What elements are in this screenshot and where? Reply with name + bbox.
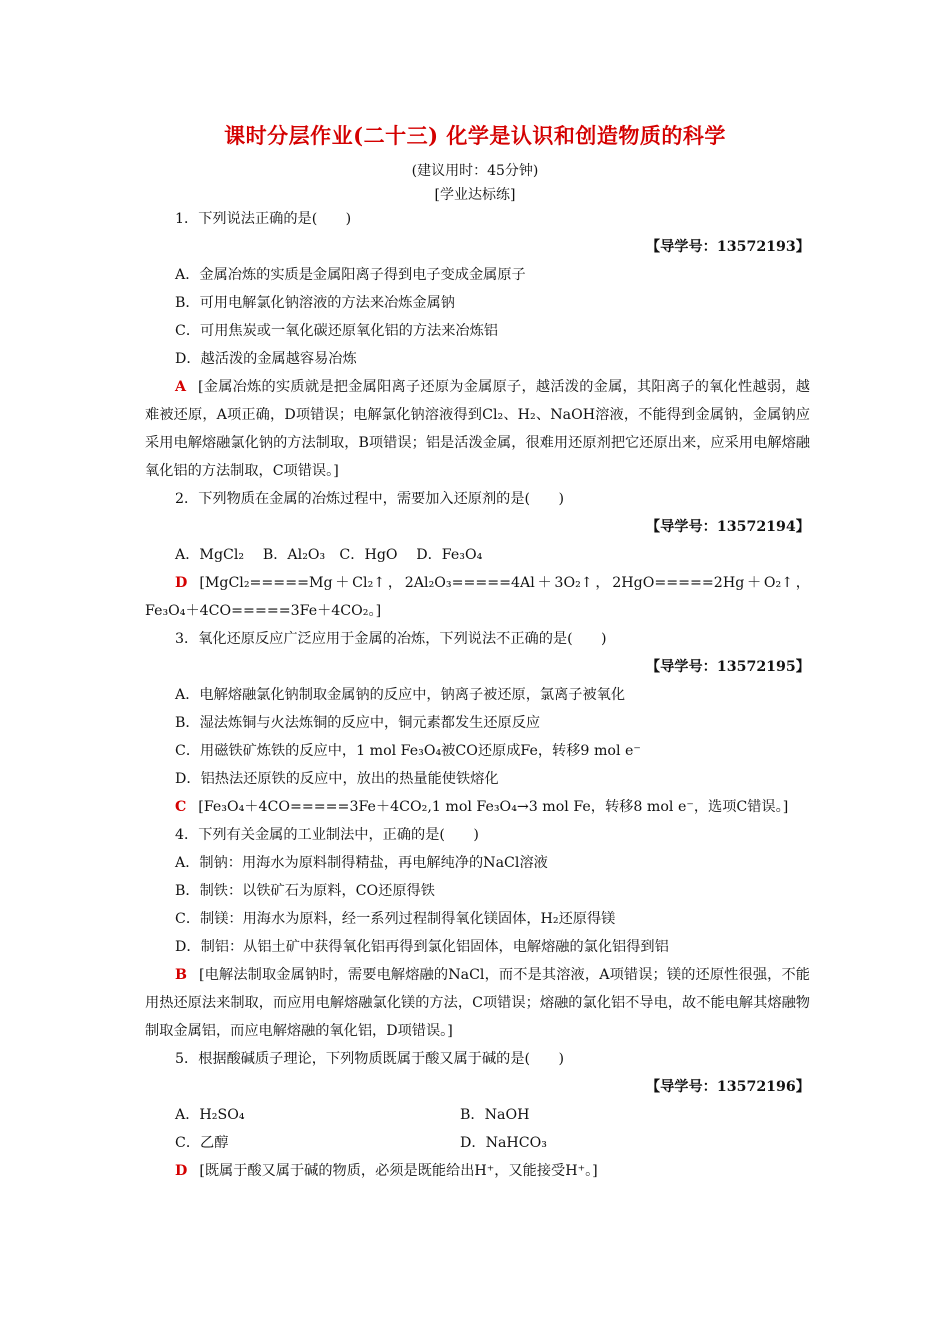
time-note: (建议用时：45分钟)	[411, 163, 539, 179]
question-2-options: A．MgCl₂ B．Al₂O₃ C．HgO D．Fe₃O₄	[175, 547, 483, 563]
question-4-option-c: C．制镁：用海水为原料，经一系列过程制得氧化镁固体，H₂还原得镁	[175, 911, 616, 927]
question-5-option-a: A．H₂SO₄	[175, 1107, 245, 1123]
question-1-option-b: B．可用电解氯化钠溶液的方法来冶炼金属钠	[175, 295, 455, 311]
answer-letter: D	[175, 1163, 188, 1179]
question-1-stem: 1．下列说法正确的是( )	[175, 211, 352, 227]
question-3-option-d: D．铝热法还原铁的反应中，放出的热量能使铁熔化	[175, 771, 499, 787]
answer-explanation: [Fe₃O₄＋4CO=====3Fe＋4CO₂,1 mol Fe₃O₄→3 mol Fe，转移8 mol e⁻，选项C错误。]	[198, 799, 789, 815]
question-3-answer	[145, 793, 810, 821]
question-1-option-c: C．可用焦炭或一氧化碳还原氧化铝的方法来冶炼铝	[175, 323, 498, 339]
question-1-answer	[145, 373, 810, 485]
question-5-options-row-2	[145, 1129, 810, 1157]
question-3-option-c: C．用磁铁矿炼铁的反应中，1 mol Fe₃O₄被CO还原成Fe，转移9 mol e⁻	[175, 743, 641, 759]
question-5-guide: 【导学号：13572196】	[645, 1079, 810, 1095]
question-2-stem: 2．下列物质在金属的冶炼过程中，需要加入还原剂的是( )	[175, 491, 564, 507]
question-4-stem: 4．下列有关金属的工业制法中，正确的是( )	[175, 827, 479, 843]
answer-explanation: [既属于酸又属于碱的物质，必须是既能给出H⁺，又能接受H⁺。]	[199, 1163, 598, 1179]
question-3-guide: 【导学号：13572195】	[645, 659, 810, 675]
question-4-option-b: B．制铁：以铁矿石为原料，CO还原得铁	[175, 883, 435, 899]
question-5-option-b: B．NaOH	[460, 1107, 530, 1123]
question-3-option-b: B．湿法炼铜与火法炼铜的反应中，铜元素都发生还原反应	[175, 715, 541, 731]
question-3-option-a: A．电解熔融氯化钠制取金属钠的反应中，钠离子被还原，氯离子被氧化	[175, 687, 626, 703]
question-4-answer	[145, 961, 810, 1045]
answer-letter: D	[175, 575, 188, 591]
answer-letter: B	[175, 967, 187, 983]
answer-explanation: [金属冶炼的实质就是把金属阳离子还原为金属原子，越活泼的金属，其阳离子的氧化性越弱，越难被还原，A项正确，D项错误；电解氯化钠溶液得到Cl₂、H₂、NaOH溶液，不能得到金属钠，金属钠应采用电解熔融氯化钠的方法制取，B项错误；铝是活泼金属，很难用还原剂把它还原出来，应采用电解熔融氧化铝的方法制取，C项错误。]	[145, 379, 810, 479]
question-1-guide: 【导学号：13572193】	[645, 239, 810, 255]
question-1-option-d: D．越活泼的金属越容易冶炼	[175, 351, 357, 367]
question-5-option-c: C．乙醇	[175, 1135, 229, 1151]
question-5-option-d: D．NaHCO₃	[460, 1135, 547, 1151]
page-title: 课时分层作业(二十三) 化学是认识和创造物质的科学	[224, 123, 726, 148]
answer-explanation: [电解法制取金属钠时，需要电解熔融的NaCl，而不是其溶液，A项错误；镁的还原性很强，不能用热还原法来制取，而应用电解熔融氯化镁的方法，C项错误；熔融的氯化铝不导电，故不能电解其熔融物制取金属铝，而应电解熔融的氧化铝，D项错误。]	[145, 967, 810, 1039]
question-list	[145, 205, 810, 1185]
question-2-answer	[145, 569, 810, 625]
section-heading: [学业达标练]	[434, 187, 516, 203]
question-5-options-row-1	[145, 1101, 810, 1129]
question-2-guide: 【导学号：13572194】	[645, 519, 810, 535]
question-3-stem: 3．氧化还原反应广泛应用于金属的冶炼，下列说法不正确的是( )	[175, 631, 607, 647]
question-4-option-a: A．制钠：用海水为原料制得精盐，再电解纯净的NaCl溶液	[175, 855, 548, 871]
answer-explanation: [MgCl₂=====Mg＋Cl₂↑，2Al₂O₃=====4Al＋3O₂↑，2HgO=====2Hg＋O₂↑，Fe₃O₄＋4CO=====3Fe＋4CO₂。]	[145, 575, 810, 619]
answer-letter: A	[175, 379, 187, 395]
question-1-option-a: A．金属冶炼的实质是金属阳离子得到电子变成金属原子	[175, 267, 526, 283]
question-4-option-d: D．制铝：从铝土矿中获得氧化铝再得到氯化铝固体，电解熔融的氯化铝得到铝	[175, 939, 669, 955]
question-5-stem: 5．根据酸碱质子理论，下列物质既属于酸又属于碱的是( )	[175, 1051, 564, 1067]
question-5-answer	[145, 1157, 810, 1185]
answer-letter: C	[175, 799, 187, 815]
